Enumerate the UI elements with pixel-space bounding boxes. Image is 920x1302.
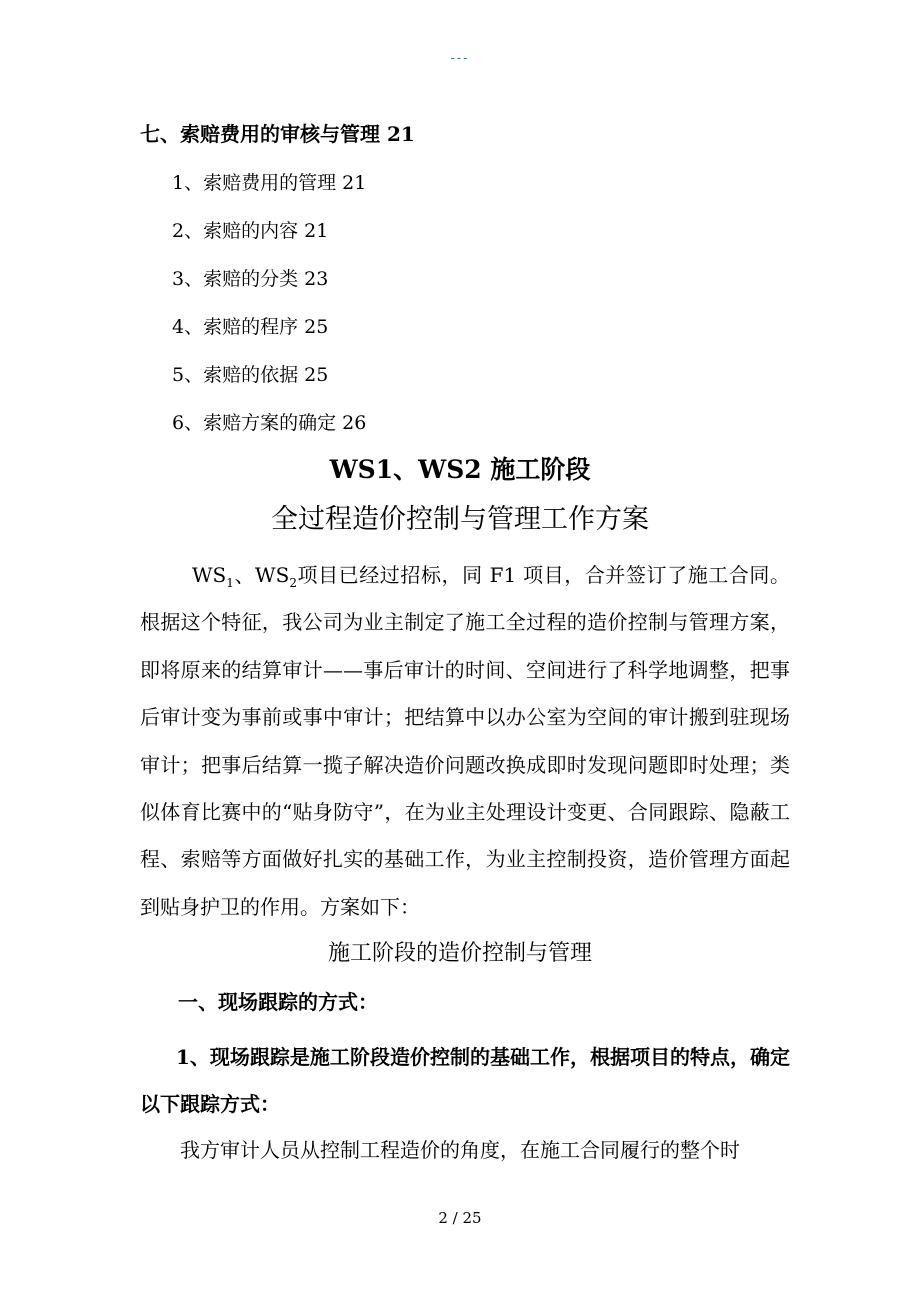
header-mark: --- — [450, 50, 470, 65]
toc-item-1: 1、索赔费用的管理 21 — [172, 172, 367, 194]
toc-heading: 七、索赔费用的审核与管理 21 — [140, 122, 415, 146]
section1-heading: 一、现场跟踪的方式： — [178, 990, 378, 1014]
toc-item-6: 6、索赔方案的确定 26 — [172, 412, 367, 434]
toc-item-2: 2、索赔的内容 21 — [172, 220, 329, 242]
document-title-line1: WS1、WS2 施工阶段 — [329, 455, 591, 484]
section1-paragraph: 我方审计人员从控制工程造价的角度，在施工合同履行的整个时 — [180, 1138, 740, 1162]
section-subtitle: 施工阶段的造价控制与管理 — [327, 941, 592, 966]
page-number: 2 / 25 — [438, 1209, 482, 1227]
toc-item-4: 4、索赔的程序 25 — [172, 316, 329, 338]
intro-text: 项目已经过招标，同 F1 项目，合并签订了施工合同。根据这个特征，我公司为业主制定了施工全过程的造价控制与管理方案，即将原来的结算审计——事后审计的时间、空间进行了科学地调整，把事后审计变为事前或事中审计；把结算中以办公室为空间的审计搬到驻现场审计；把事后结算一揽子解决造价问题改换成即时发现问题即时处理；类似体育比赛中的“贴身防守”，在为业主处理设计变更、合同跟踪、隐蔽工程、索赔等方面做好扎实的基础工作，为业主控制投资，造价管理方面起到贴身护卫的作用。方案如下： — [140, 563, 790, 919]
intro-ws-sep: 、WS — [233, 563, 290, 587]
intro-ws-sub2: 2 — [289, 576, 297, 590]
intro-ws-sub1: 1 — [226, 576, 234, 590]
intro-paragraph — [140, 552, 790, 931]
toc-item-5: 5、索赔的依据 25 — [172, 364, 329, 386]
intro-ws-prefix: WS — [192, 563, 227, 587]
document-title-line2: 全过程造价控制与管理工作方案 — [271, 504, 649, 535]
section1-bold-paragraph: 1、现场跟踪是施工阶段造价控制的基础工作，根据项目的特点，确定以下跟踪方式： — [140, 1045, 790, 1116]
toc-item-3: 3、索赔的分类 23 — [172, 268, 329, 290]
